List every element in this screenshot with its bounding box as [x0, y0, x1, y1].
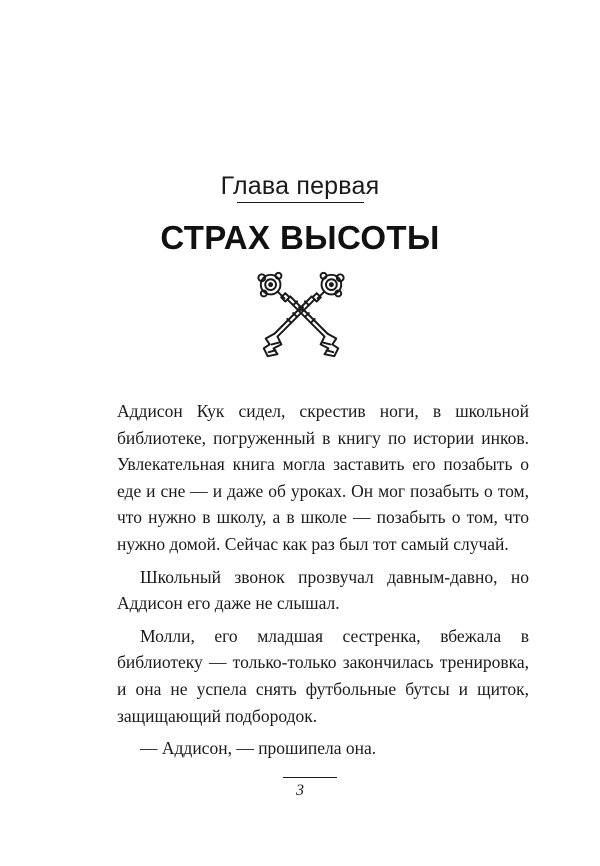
page-number: 3 [296, 782, 304, 799]
chapter-label-underline [237, 202, 364, 203]
paragraph: Школьный звонок прозвучал давным-давно, но Аддисон его даже не слышал. [117, 566, 529, 614]
crossed-keys-icon [252, 266, 350, 364]
page-number-rule [283, 777, 337, 778]
paragraph: Молли, его младшая сестренка, вбежала в библиотеку — только-только закончилась тренировка, и она не успела снять футбольные бутсы и щиток, защищающий подбородок. [117, 625, 529, 726]
chapter-label: Глава первая [220, 172, 380, 200]
paragraph: — Аддисон, — прошипела она. [140, 738, 377, 759]
chapter-title: СТРАХ ВЫСОТЫ [160, 219, 440, 256]
paragraph: Аддисон Кук сидел, скрестив ноги, в школьной библиотеке, погруженный в книгу по истории инков. Увлекательная книга могла заставить его позабыть о еде и сне — и даже об уроках. Он мог позабыть о том, что нужно в школу, а в школе — позабыть о том, что нужно домой. Сейчас как раз был тот самый случай. [117, 401, 529, 554]
chapter-body [117, 398, 529, 768]
